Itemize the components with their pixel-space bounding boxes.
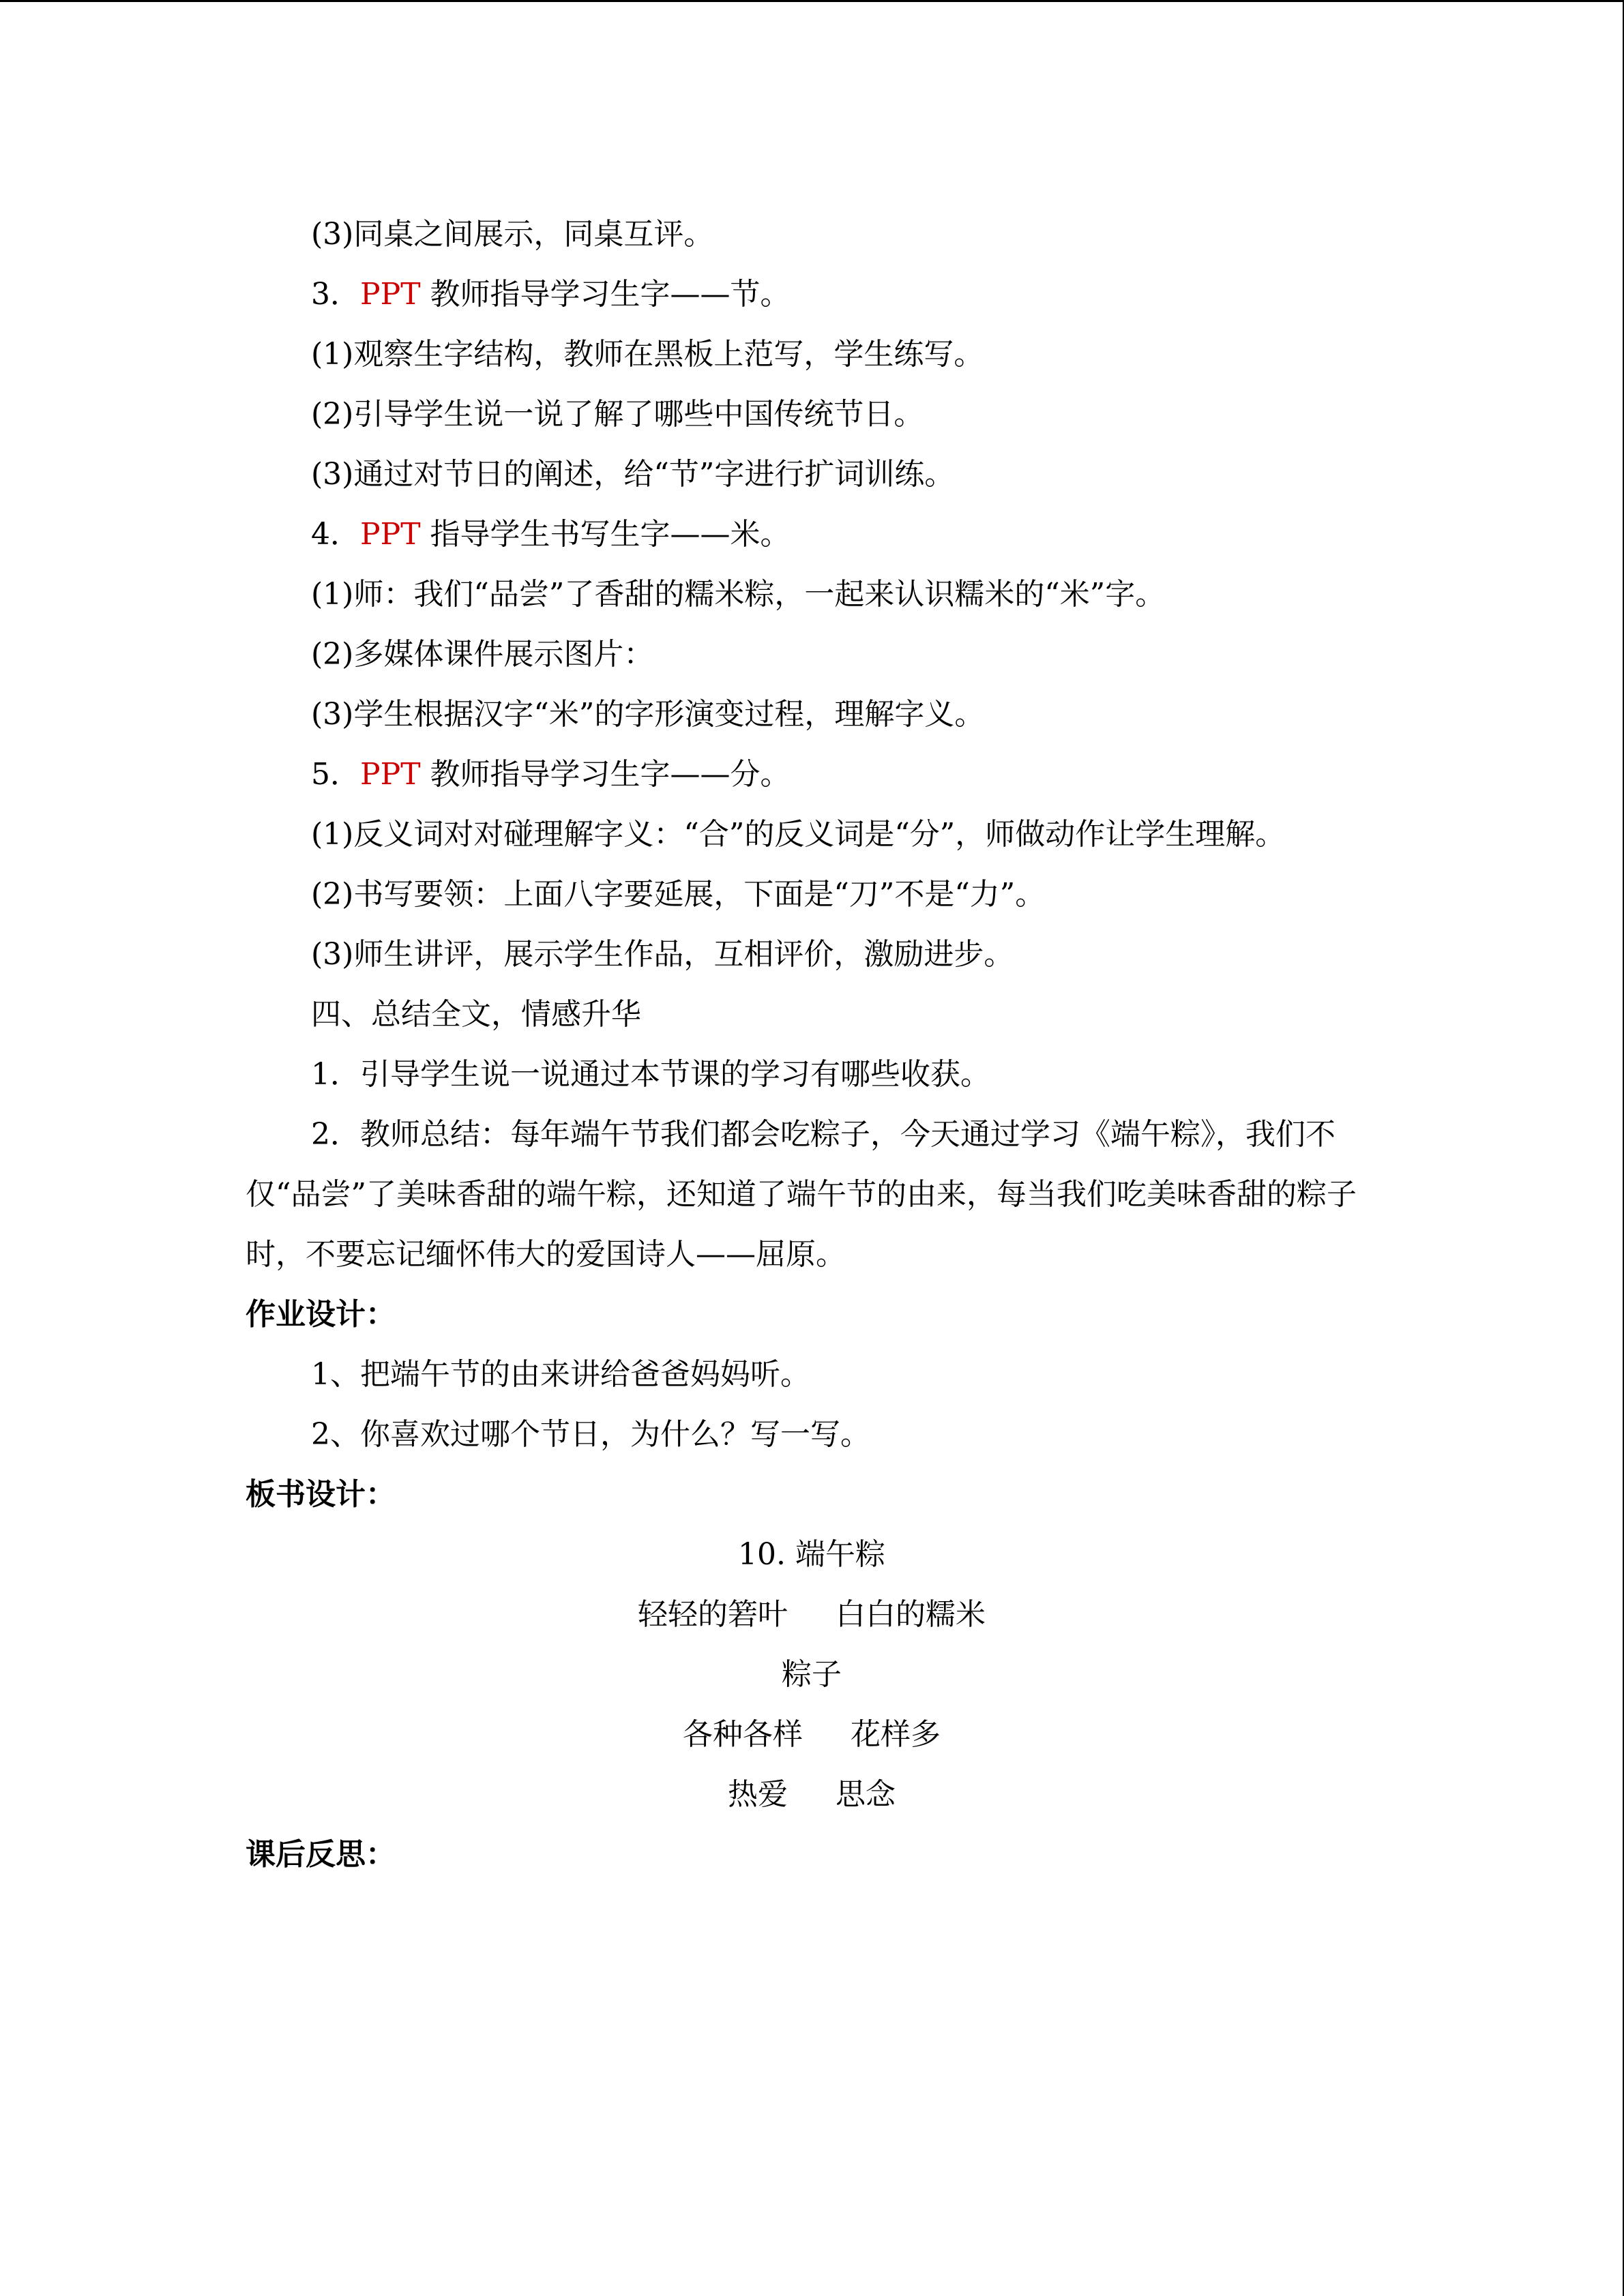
board-row-3: [246, 1705, 1378, 1765]
board-design-heading: 板书设计：: [246, 1477, 396, 1512]
reflection-heading: 课后反思：: [246, 1837, 396, 1872]
board-row-1-left: 轻轻的箬叶: [638, 1597, 788, 1632]
board-row-3-left: 各种各样: [683, 1717, 803, 1752]
ppt-step-5-item-3: (3)师生讲评，展示学生作品，互相评价，激励进步。: [311, 937, 1014, 972]
homework-heading: 作业设计：: [246, 1297, 396, 1332]
ppt-step-4-item-2: (2)多媒体课件展示图片：: [311, 637, 654, 672]
ppt-step-5-tag: PPT: [360, 757, 421, 792]
ppt-step-3-item-3: (3)通过对节日的阐述，给“节”字进行扩词训练。: [311, 457, 955, 492]
summary-item-2: 2．教师总结：每年端午节我们都会吃粽子，今天通过学习《端午粽》，我们不仅“品尝”了美味香甜的端午粽，还知道了端午节的由来，每当我们吃美味香甜的粽子时，不要忘记缅怀伟大的爱国诗人——屈原。: [246, 1117, 1357, 1272]
ppt-step-3-number: 3．: [311, 277, 360, 312]
board-row-4: [246, 1765, 1378, 1825]
ppt-step-5-text: 教师指导学习生字——分。: [420, 757, 791, 792]
board-row-3-right: 花样多: [851, 1717, 941, 1752]
section-four-title: 四、总结全文，情感升华: [311, 997, 641, 1032]
board-row-1-right: 白白的糯米: [836, 1597, 986, 1632]
ppt-step-5-number: 5．: [311, 757, 360, 792]
ppt-step-4: [246, 505, 1378, 565]
ppt-step-4-tag: PPT: [360, 517, 421, 552]
ppt-step-3: [246, 265, 1378, 325]
step-3-item-3: (3)同桌之间展示，同桌互评。: [311, 217, 714, 252]
ppt-step-4-item-1: (1)师：我们“品尝”了香甜的糯米粽，一起来认识糯米的“米”字。: [311, 577, 1166, 612]
ppt-step-5: [246, 745, 1378, 805]
board-design: [246, 1525, 1378, 1825]
board-row-2: 粽子: [782, 1657, 842, 1692]
board-row-4-right: 思念: [836, 1777, 896, 1812]
lesson-plan-body: [246, 205, 1378, 1885]
ppt-step-4-text: 指导学生书写生字——米。: [420, 517, 791, 552]
ppt-step-5-item-2: (2)书写要领：上面八字要延展，下面是“刀”不是“力”。: [311, 877, 1046, 912]
ppt-step-3-item-1: (1)观察生字结构，教师在黑板上范写，学生练写。: [311, 337, 984, 372]
ppt-step-4-item-3: (3)学生根据汉字“米”的字形演变过程，理解字义。: [311, 697, 985, 732]
board-row-1: [246, 1585, 1378, 1645]
ppt-step-5-item-1: (1)反义词对对碰理解字义：“合”的反义词是“分”，师做动作让学生理解。: [311, 817, 1286, 852]
page-top-border: [0, 0, 1624, 2]
board-row-4-left: 热爱: [728, 1777, 788, 1812]
ppt-step-4-number: 4．: [311, 517, 360, 552]
ppt-step-3-text: 教师指导学习生字——节。: [420, 277, 791, 312]
homework-item-1: 1、把端午节的由来讲给爸爸妈妈听。: [311, 1357, 810, 1392]
homework-item-2: 2、你喜欢过哪个节日，为什么？写一写。: [311, 1417, 870, 1452]
ppt-step-3-item-2: (2)引导学生说一说了解了哪些中国传统节日。: [311, 397, 924, 432]
board-title: 10. 端午粽: [738, 1537, 885, 1572]
summary-item-1: 1．引导学生说一说通过本节课的学习有哪些收获。: [311, 1057, 990, 1092]
ppt-step-3-tag: PPT: [360, 277, 421, 312]
